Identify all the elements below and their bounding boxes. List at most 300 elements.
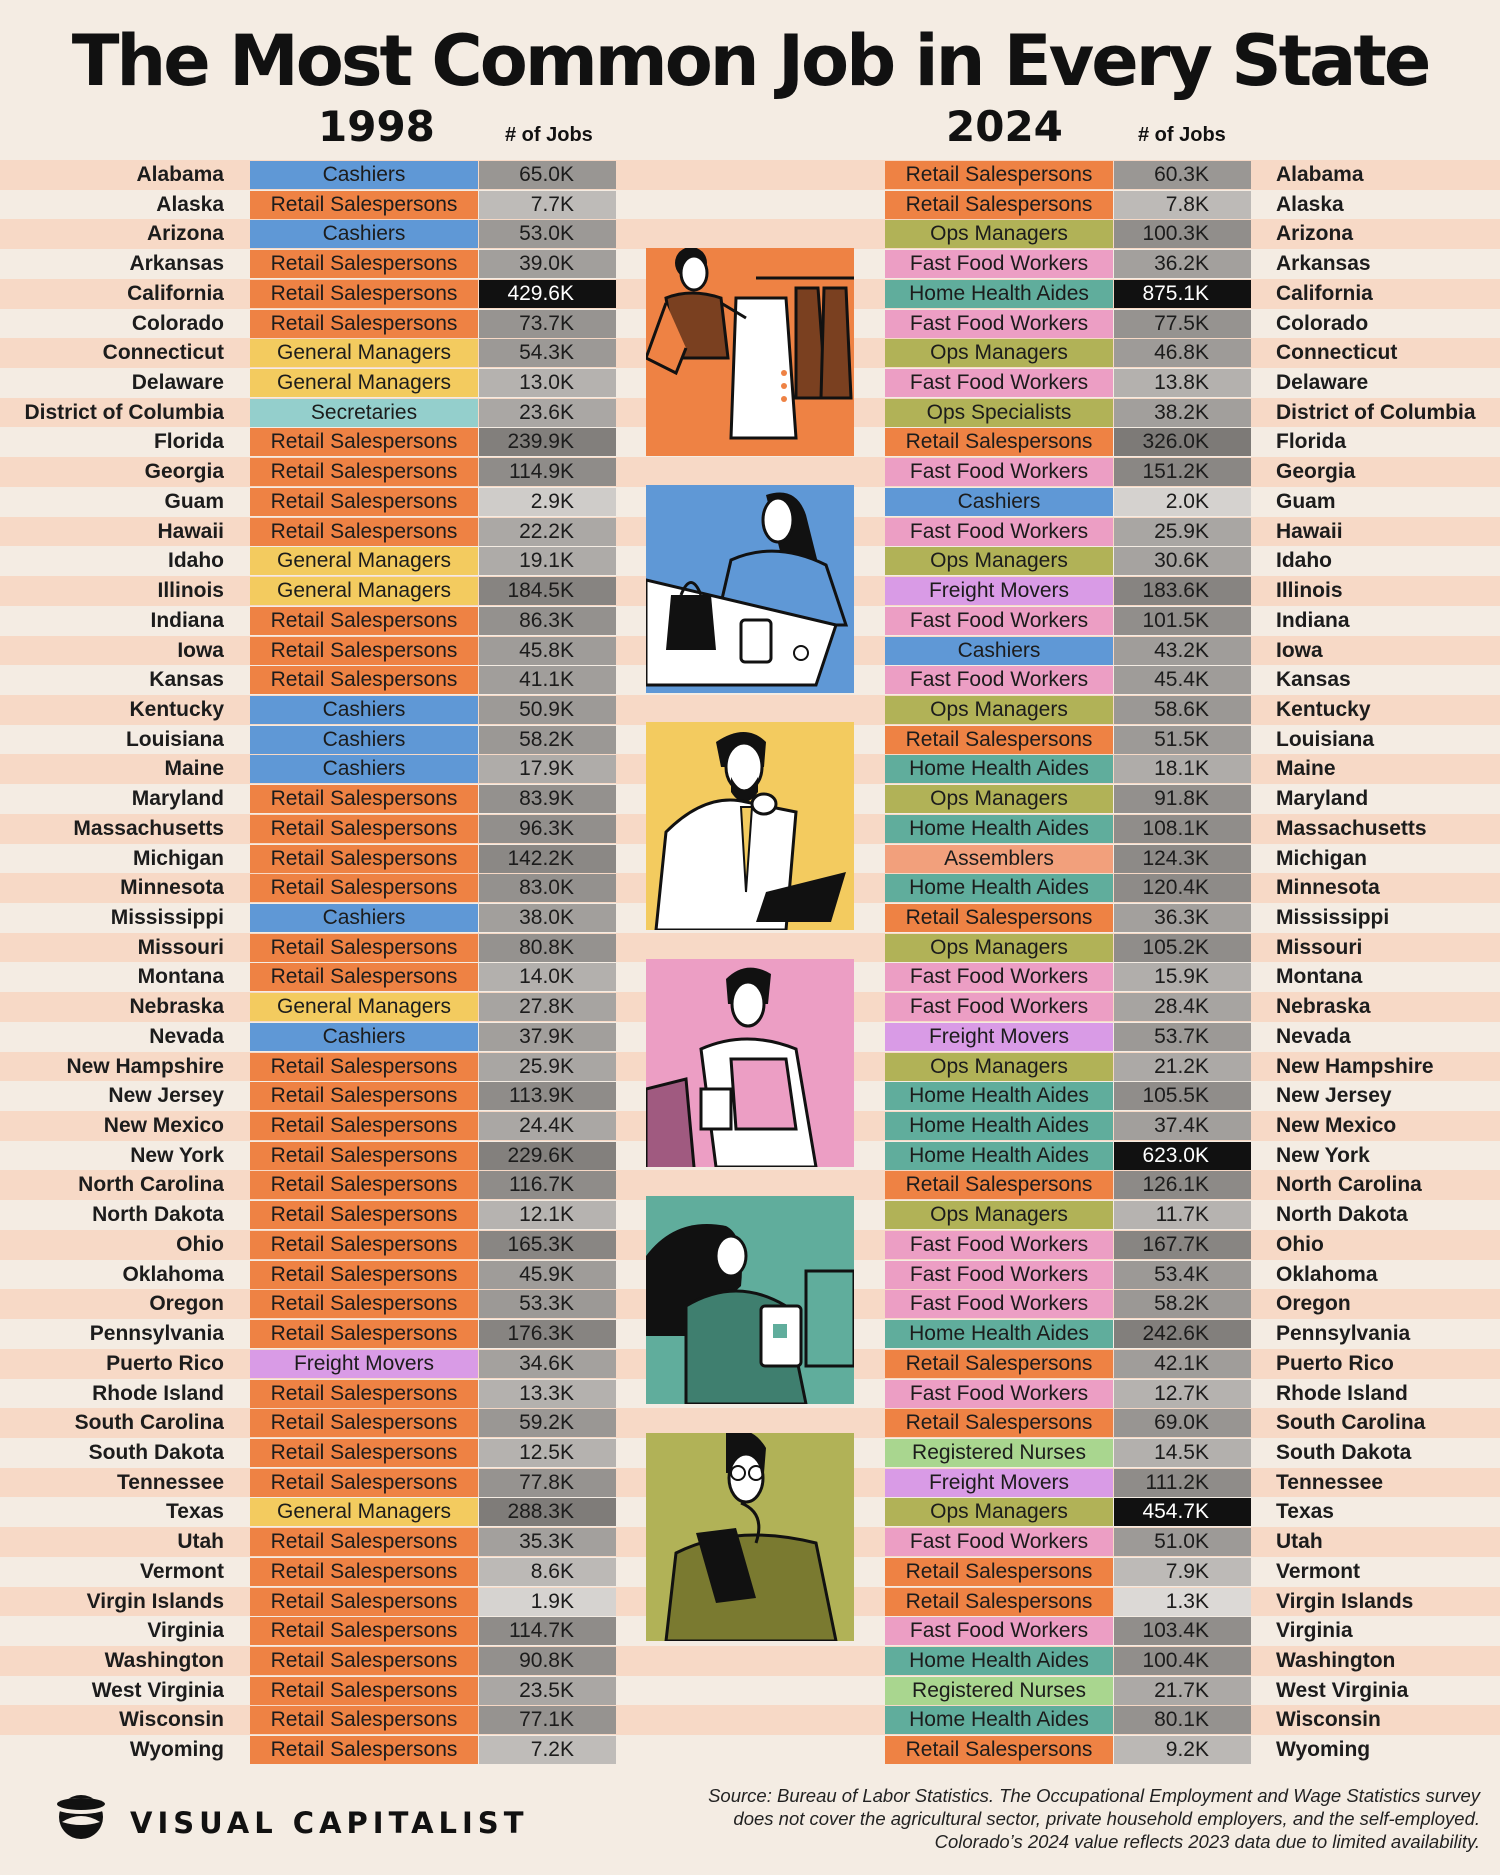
state-name-left: Minnesota: [120, 876, 224, 900]
jobs-count-2024: 454.7K: [1114, 1498, 1251, 1526]
job-1998: Cashiers: [250, 696, 478, 724]
jobs-count-1998: 86.3K: [479, 607, 616, 635]
row-stripe: [0, 160, 1500, 190]
fast-food-worker-illustration: [646, 959, 854, 1171]
state-name-left: North Dakota: [92, 1203, 224, 1227]
state-name-left: Alabama: [136, 163, 224, 186]
ops-manager-illustration: [646, 1433, 854, 1645]
job-2024: Ops Managers: [885, 1201, 1113, 1229]
state-name-left: Virginia: [147, 1619, 224, 1643]
jobs-count-2024: 91.8K: [1114, 785, 1251, 813]
job-2024: Retail Salespersons: [885, 1409, 1113, 1437]
state-name-right: Idaho: [1276, 549, 1332, 573]
job-1998: General Managers: [250, 1498, 478, 1526]
jobs-count-2024: 100.3K: [1114, 220, 1251, 248]
job-1998: Retail Salespersons: [250, 191, 478, 219]
state-name-right: Guam: [1276, 489, 1336, 513]
row-stripe: [0, 1705, 1500, 1735]
job-2024: Ops Managers: [885, 696, 1113, 724]
state-name-right: Maryland: [1276, 787, 1369, 811]
row-stripe: [0, 1676, 1500, 1706]
job-1998: Retail Salespersons: [250, 1171, 478, 1199]
jobs-count-2024: 60.3K: [1114, 161, 1251, 189]
state-name-left: Nevada: [149, 1024, 224, 1048]
job-2024: Retail Salespersons: [885, 1558, 1113, 1586]
job-2024: Ops Specialists: [885, 399, 1113, 427]
jobs-count-2024: 100.4K: [1114, 1647, 1251, 1675]
job-2024: Retail Salespersons: [885, 1736, 1113, 1764]
state-name-left: Arizona: [146, 222, 224, 246]
jobs-count-2024: 51.5K: [1114, 726, 1251, 754]
job-2024: Ops Managers: [885, 785, 1113, 813]
job-2024: Home Health Aides: [885, 1320, 1113, 1348]
job-1998: Retail Salespersons: [250, 815, 478, 843]
job-1998: Cashiers: [250, 726, 478, 754]
job-1998: Retail Salespersons: [250, 458, 478, 486]
job-2024: Home Health Aides: [885, 1142, 1113, 1170]
jobs-count-1998: 25.9K: [479, 1053, 616, 1081]
jobs-count-1998: 37.9K: [479, 1023, 616, 1051]
jobs-count-1998: 58.2K: [479, 726, 616, 754]
state-name-right: Hawaii: [1276, 519, 1343, 543]
jobs-count-1998: 7.7K: [479, 191, 616, 219]
jobs-count-1998: 54.3K: [479, 339, 616, 367]
job-1998: General Managers: [250, 369, 478, 397]
job-1998: Retail Salespersons: [250, 1439, 478, 1467]
jobs-count-1998: 12.5K: [479, 1439, 616, 1467]
jobs-count-1998: 12.1K: [479, 1201, 616, 1229]
state-name-left: Florida: [153, 430, 224, 454]
jobs-count-1998: 39.0K: [479, 250, 616, 278]
jobs-count-2024: 25.9K: [1114, 518, 1251, 546]
state-name-left: Pennsylvania: [89, 1322, 224, 1346]
state-name-left: Utah: [177, 1530, 224, 1554]
jobs-count-2024: 167.7K: [1114, 1231, 1251, 1259]
jobs-count-2024: 105.2K: [1114, 934, 1251, 962]
job-2024: Assemblers: [885, 845, 1113, 873]
state-name-right: District of Columbia: [1276, 400, 1476, 424]
jobs-count-2024: 13.8K: [1114, 369, 1251, 397]
jobs-count-1998: 27.8K: [479, 993, 616, 1021]
jobs-count-2024: 242.6K: [1114, 1320, 1251, 1348]
jobs-count-2024: 51.0K: [1114, 1528, 1251, 1556]
state-name-right: Alabama: [1276, 163, 1364, 186]
state-name-left: South Carolina: [74, 1411, 224, 1435]
state-name-right: Iowa: [1276, 638, 1323, 662]
jobs-count-2024: 183.6K: [1114, 577, 1251, 605]
jobs-count-2024: 18.1K: [1114, 755, 1251, 783]
state-name-left: Maryland: [131, 787, 224, 811]
job-2024: Cashiers: [885, 637, 1113, 665]
jobs-count-1998: 116.7K: [479, 1171, 616, 1199]
state-name-right: Kentucky: [1276, 697, 1371, 721]
state-name-right: New Jersey: [1276, 1084, 1392, 1108]
state-name-left: New Jersey: [108, 1084, 224, 1108]
state-name-right: Florida: [1276, 430, 1347, 454]
job-1998: Retail Salespersons: [250, 637, 478, 665]
state-name-left: Louisiana: [125, 727, 224, 751]
jobs-count-2024: 14.5K: [1114, 1439, 1251, 1467]
job-1998: Retail Salespersons: [250, 607, 478, 635]
job-1998: Retail Salespersons: [250, 1053, 478, 1081]
jobs-count-2024: 11.7K: [1114, 1201, 1251, 1229]
state-name-left: Wyoming: [129, 1738, 224, 1762]
job-1998: Retail Salespersons: [250, 1290, 478, 1318]
job-1998: Retail Salespersons: [250, 874, 478, 902]
jobs-count-2024: 58.6K: [1114, 696, 1251, 724]
row-stripe: [0, 457, 1500, 487]
jobs-count-2024: 77.5K: [1114, 310, 1251, 338]
jobs-count-2024: 36.2K: [1114, 250, 1251, 278]
jobs-count-2024: 53.7K: [1114, 1023, 1251, 1051]
state-name-left: Arkansas: [129, 252, 224, 276]
jobs-count-1998: 24.4K: [479, 1112, 616, 1140]
jobs-count-1998: 96.3K: [479, 815, 616, 843]
jobs-header-1998: # of Jobs: [505, 124, 593, 146]
state-name-left: Kansas: [149, 668, 224, 692]
job-1998: Retail Salespersons: [250, 488, 478, 516]
jobs-count-1998: 1.9K: [479, 1588, 616, 1616]
jobs-count-2024: 21.7K: [1114, 1677, 1251, 1705]
jobs-count-1998: 8.6K: [479, 1558, 616, 1586]
jobs-count-1998: 45.9K: [479, 1261, 616, 1289]
state-name-left: New York: [130, 1143, 224, 1167]
jobs-count-2024: 120.4K: [1114, 874, 1251, 902]
year-2024-header: 2024: [946, 102, 1063, 151]
job-1998: Retail Salespersons: [250, 1528, 478, 1556]
jobs-count-1998: 22.2K: [479, 518, 616, 546]
job-2024: Cashiers: [885, 488, 1113, 516]
state-name-left: Missouri: [137, 935, 224, 959]
job-1998: General Managers: [250, 993, 478, 1021]
state-name-left: Delaware: [131, 371, 224, 395]
state-name-left: Tennessee: [117, 1470, 224, 1494]
jobs-count-1998: 19.1K: [479, 547, 616, 575]
row-stripe: [0, 219, 1500, 249]
jobs-count-1998: 77.1K: [479, 1706, 616, 1734]
job-2024: Retail Salespersons: [885, 726, 1113, 754]
job-2024: Registered Nurses: [885, 1439, 1113, 1467]
job-2024: Retail Salespersons: [885, 191, 1113, 219]
state-name-right: Montana: [1276, 965, 1363, 989]
job-2024: Retail Salespersons: [885, 1350, 1113, 1378]
job-2024: Home Health Aides: [885, 1112, 1113, 1140]
state-name-left: North Carolina: [78, 1173, 224, 1197]
job-2024: Ops Managers: [885, 220, 1113, 248]
jobs-count-2024: 42.1K: [1114, 1350, 1251, 1378]
job-2024: Home Health Aides: [885, 815, 1113, 843]
jobs-count-1998: 288.3K: [479, 1498, 616, 1526]
job-2024: Home Health Aides: [885, 755, 1113, 783]
state-name-left: Hawaii: [157, 519, 224, 543]
job-1998: Cashiers: [250, 161, 478, 189]
source-line: does not cover the agricultural sector, private household employers, and the self-employed.: [733, 1808, 1480, 1829]
job-2024: Ops Managers: [885, 547, 1113, 575]
state-name-left: District of Columbia: [24, 400, 224, 424]
visual-capitalist-logo-icon: [48, 1792, 114, 1846]
state-name-left: Wisconsin: [119, 1708, 224, 1732]
job-2024: Fast Food Workers: [885, 1380, 1113, 1408]
job-2024: Fast Food Workers: [885, 250, 1113, 278]
jobs-count-2024: 46.8K: [1114, 339, 1251, 367]
state-name-left: Puerto Rico: [106, 1351, 224, 1375]
state-name-right: New York: [1276, 1143, 1370, 1167]
jobs-count-2024: 7.9K: [1114, 1558, 1251, 1586]
job-1998: Retail Salespersons: [250, 518, 478, 546]
job-2024: Fast Food Workers: [885, 1528, 1113, 1556]
jobs-count-1998: 17.9K: [479, 755, 616, 783]
jobs-count-1998: 239.9K: [479, 428, 616, 456]
jobs-count-2024: 80.1K: [1114, 1706, 1251, 1734]
jobs-count-1998: 53.0K: [479, 220, 616, 248]
jobs-count-1998: 13.3K: [479, 1380, 616, 1408]
state-name-left: New Hampshire: [66, 1054, 224, 1078]
row-stripe: [0, 1735, 1500, 1765]
state-name-left: Iowa: [177, 638, 224, 662]
cashier-illustration: [646, 485, 854, 697]
job-2024: Fast Food Workers: [885, 963, 1113, 991]
job-1998: Retail Salespersons: [250, 1588, 478, 1616]
job-1998: Retail Salespersons: [250, 934, 478, 962]
job-1998: Cashiers: [250, 220, 478, 248]
state-name-right: Nevada: [1276, 1024, 1351, 1048]
jobs-count-2024: 7.8K: [1114, 191, 1251, 219]
job-2024: Fast Food Workers: [885, 1231, 1113, 1259]
job-1998: Retail Salespersons: [250, 1558, 478, 1586]
state-name-left: West Virginia: [91, 1678, 224, 1702]
jobs-count-1998: 41.1K: [479, 666, 616, 694]
job-1998: Retail Salespersons: [250, 1647, 478, 1675]
state-name-right: Colorado: [1276, 311, 1369, 335]
state-name-right: Oregon: [1276, 1292, 1351, 1316]
general-manager-illustration: [646, 722, 854, 934]
jobs-count-2024: 875.1K: [1114, 280, 1251, 308]
job-2024: Fast Food Workers: [885, 1261, 1113, 1289]
state-name-right: Pennsylvania: [1276, 1322, 1411, 1346]
job-1998: General Managers: [250, 339, 478, 367]
state-name-right: Kansas: [1276, 668, 1351, 692]
job-1998: Retail Salespersons: [250, 666, 478, 694]
state-name-right: Indiana: [1276, 608, 1350, 632]
state-name-right: Oklahoma: [1276, 1262, 1378, 1286]
job-2024: Retail Salespersons: [885, 161, 1113, 189]
source-line: Colorado’s 2024 value reflects 2023 data due to limited availability.: [934, 1831, 1480, 1852]
jobs-count-1998: 35.3K: [479, 1528, 616, 1556]
state-name-left: Alaska: [156, 192, 224, 216]
state-name-left: Rhode Island: [92, 1381, 224, 1405]
jobs-count-2024: 38.2K: [1114, 399, 1251, 427]
job-1998: Freight Movers: [250, 1350, 478, 1378]
state-name-right: North Dakota: [1276, 1203, 1408, 1227]
jobs-count-2024: 21.2K: [1114, 1053, 1251, 1081]
job-1998: Retail Salespersons: [250, 1736, 478, 1764]
jobs-count-2024: 69.0K: [1114, 1409, 1251, 1437]
job-2024: Retail Salespersons: [885, 1171, 1113, 1199]
job-2024: Fast Food Workers: [885, 310, 1113, 338]
job-1998: Retail Salespersons: [250, 250, 478, 278]
jobs-count-2024: 623.0K: [1114, 1142, 1251, 1170]
brand-name: VISUAL CAPITALIST: [130, 1806, 529, 1840]
state-name-left: Illinois: [157, 579, 224, 603]
jobs-count-1998: 176.3K: [479, 1320, 616, 1348]
state-name-right: Mississippi: [1276, 906, 1390, 929]
jobs-count-1998: 23.5K: [479, 1677, 616, 1705]
job-2024: Home Health Aides: [885, 1647, 1113, 1675]
job-1998: Retail Salespersons: [250, 963, 478, 991]
job-1998: Retail Salespersons: [250, 1677, 478, 1705]
jobs-count-1998: 50.9K: [479, 696, 616, 724]
source-note: [520, 1784, 1480, 1853]
state-name-left: Mississippi: [110, 906, 224, 929]
state-name-left: Indiana: [150, 608, 224, 632]
jobs-count-2024: 36.3K: [1114, 904, 1251, 932]
jobs-count-2024: 326.0K: [1114, 428, 1251, 456]
state-name-left: Kentucky: [129, 697, 224, 721]
state-name-right: Virginia: [1276, 1619, 1353, 1643]
job-2024: Freight Movers: [885, 1023, 1113, 1051]
job-1998: Secretaries: [250, 399, 478, 427]
row-stripe: [0, 1646, 1500, 1676]
jobs-count-1998: 83.9K: [479, 785, 616, 813]
state-name-right: Wisconsin: [1276, 1708, 1381, 1732]
job-2024: Ops Managers: [885, 1053, 1113, 1081]
job-2024: Fast Food Workers: [885, 1290, 1113, 1318]
job-2024: Freight Movers: [885, 577, 1113, 605]
jobs-count-1998: 184.5K: [479, 577, 616, 605]
state-name-left: South Dakota: [88, 1440, 224, 1464]
state-name-right: Washington: [1276, 1649, 1396, 1672]
job-1998: Retail Salespersons: [250, 310, 478, 338]
state-name-left: California: [127, 281, 224, 305]
state-name-right: Michigan: [1276, 846, 1368, 870]
jobs-count-1998: 429.6K: [479, 280, 616, 308]
jobs-count-1998: 34.6K: [479, 1350, 616, 1378]
state-name-right: Georgia: [1276, 460, 1356, 484]
state-name-left: Guam: [164, 489, 224, 513]
jobs-count-1998: 142.2K: [479, 845, 616, 873]
state-name-left: Georgia: [144, 460, 224, 484]
job-1998: Retail Salespersons: [250, 1409, 478, 1437]
state-name-left: Connecticut: [102, 341, 224, 365]
jobs-count-1998: 65.0K: [479, 161, 616, 189]
jobs-count-2024: 30.6K: [1114, 547, 1251, 575]
jobs-count-1998: 90.8K: [479, 1647, 616, 1675]
state-name-left: Nebraska: [129, 995, 224, 1019]
jobs-count-1998: 45.8K: [479, 637, 616, 665]
jobs-count-1998: 38.0K: [479, 904, 616, 932]
job-1998: Cashiers: [250, 904, 478, 932]
job-2024: Retail Salespersons: [885, 904, 1113, 932]
job-1998: Retail Salespersons: [250, 1320, 478, 1348]
job-2024: Home Health Aides: [885, 1706, 1113, 1734]
jobs-count-2024: 58.2K: [1114, 1290, 1251, 1318]
row-stripe: [0, 190, 1500, 220]
job-1998: Retail Salespersons: [250, 1231, 478, 1259]
job-2024: Fast Food Workers: [885, 607, 1113, 635]
state-name-right: California: [1276, 281, 1373, 305]
state-name-left: Maine: [164, 757, 224, 781]
state-name-right: New Mexico: [1276, 1114, 1397, 1138]
row-stripe: [0, 933, 1500, 963]
job-2024: Ops Managers: [885, 1498, 1113, 1526]
jobs-count-2024: 101.5K: [1114, 607, 1251, 635]
page-title: The Most Common Job in Every State: [71, 20, 1429, 102]
home-health-aide-illustration: [646, 1196, 854, 1408]
jobs-count-1998: 83.0K: [479, 874, 616, 902]
job-2024: Home Health Aides: [885, 1082, 1113, 1110]
state-name-right: Nebraska: [1276, 995, 1371, 1019]
state-name-left: Massachusetts: [73, 816, 224, 840]
job-1998: Retail Salespersons: [250, 1617, 478, 1645]
job-1998: Retail Salespersons: [250, 1142, 478, 1170]
job-1998: Retail Salespersons: [250, 1201, 478, 1229]
state-name-left: Montana: [137, 965, 224, 989]
job-1998: Retail Salespersons: [250, 1706, 478, 1734]
job-2024: Home Health Aides: [885, 874, 1113, 902]
state-name-right: Missouri: [1276, 935, 1363, 959]
jobs-count-1998: 80.8K: [479, 934, 616, 962]
jobs-count-1998: 165.3K: [479, 1231, 616, 1259]
state-name-right: New Hampshire: [1276, 1054, 1434, 1078]
state-name-right: Arkansas: [1276, 252, 1371, 276]
job-2024: Ops Managers: [885, 934, 1113, 962]
job-1998: Cashiers: [250, 755, 478, 783]
jobs-count-2024: 43.2K: [1114, 637, 1251, 665]
job-1998: Retail Salespersons: [250, 1469, 478, 1497]
jobs-count-2024: 45.4K: [1114, 666, 1251, 694]
job-2024: Fast Food Workers: [885, 1617, 1113, 1645]
jobs-count-1998: 14.0K: [479, 963, 616, 991]
jobs-count-1998: 114.7K: [479, 1617, 616, 1645]
state-name-left: Idaho: [168, 549, 224, 573]
year-1998-header: 1998: [318, 102, 435, 151]
job-2024: Ops Managers: [885, 339, 1113, 367]
jobs-count-2024: 37.4K: [1114, 1112, 1251, 1140]
jobs-count-2024: 151.2K: [1114, 458, 1251, 486]
state-name-right: West Virginia: [1276, 1678, 1409, 1702]
jobs-count-2024: 2.0K: [1114, 488, 1251, 516]
jobs-count-2024: 105.5K: [1114, 1082, 1251, 1110]
state-name-left: Texas: [166, 1500, 224, 1524]
state-name-right: Connecticut: [1276, 341, 1398, 365]
jobs-count-2024: 53.4K: [1114, 1261, 1251, 1289]
job-1998: Retail Salespersons: [250, 845, 478, 873]
state-name-left: Oregon: [149, 1292, 224, 1316]
jobs-count-1998: 114.9K: [479, 458, 616, 486]
jobs-count-2024: 108.1K: [1114, 815, 1251, 843]
job-1998: Retail Salespersons: [250, 1380, 478, 1408]
job-1998: Retail Salespersons: [250, 428, 478, 456]
state-name-right: Illinois: [1276, 579, 1343, 603]
state-name-left: Washington: [104, 1649, 224, 1672]
job-2024: Fast Food Workers: [885, 993, 1113, 1021]
state-name-right: South Carolina: [1276, 1411, 1426, 1435]
state-name-right: Vermont: [1276, 1559, 1361, 1583]
state-name-left: Virgin Islands: [86, 1589, 224, 1613]
job-2024: Fast Food Workers: [885, 666, 1113, 694]
jobs-count-1998: 77.8K: [479, 1469, 616, 1497]
job-1998: General Managers: [250, 577, 478, 605]
state-name-left: Ohio: [176, 1232, 224, 1256]
state-name-right: Maine: [1276, 757, 1336, 781]
jobs-count-1998: 23.6K: [479, 399, 616, 427]
job-2024: Registered Nurses: [885, 1677, 1113, 1705]
source-line: Source: Bureau of Labor Statistics. The Occupational Employment and Wage Statistics survey: [708, 1785, 1480, 1806]
job-2024: Retail Salespersons: [885, 1588, 1113, 1616]
state-name-left: Michigan: [132, 846, 224, 870]
job-2024: Fast Food Workers: [885, 518, 1113, 546]
job-2024: Home Health Aides: [885, 280, 1113, 308]
